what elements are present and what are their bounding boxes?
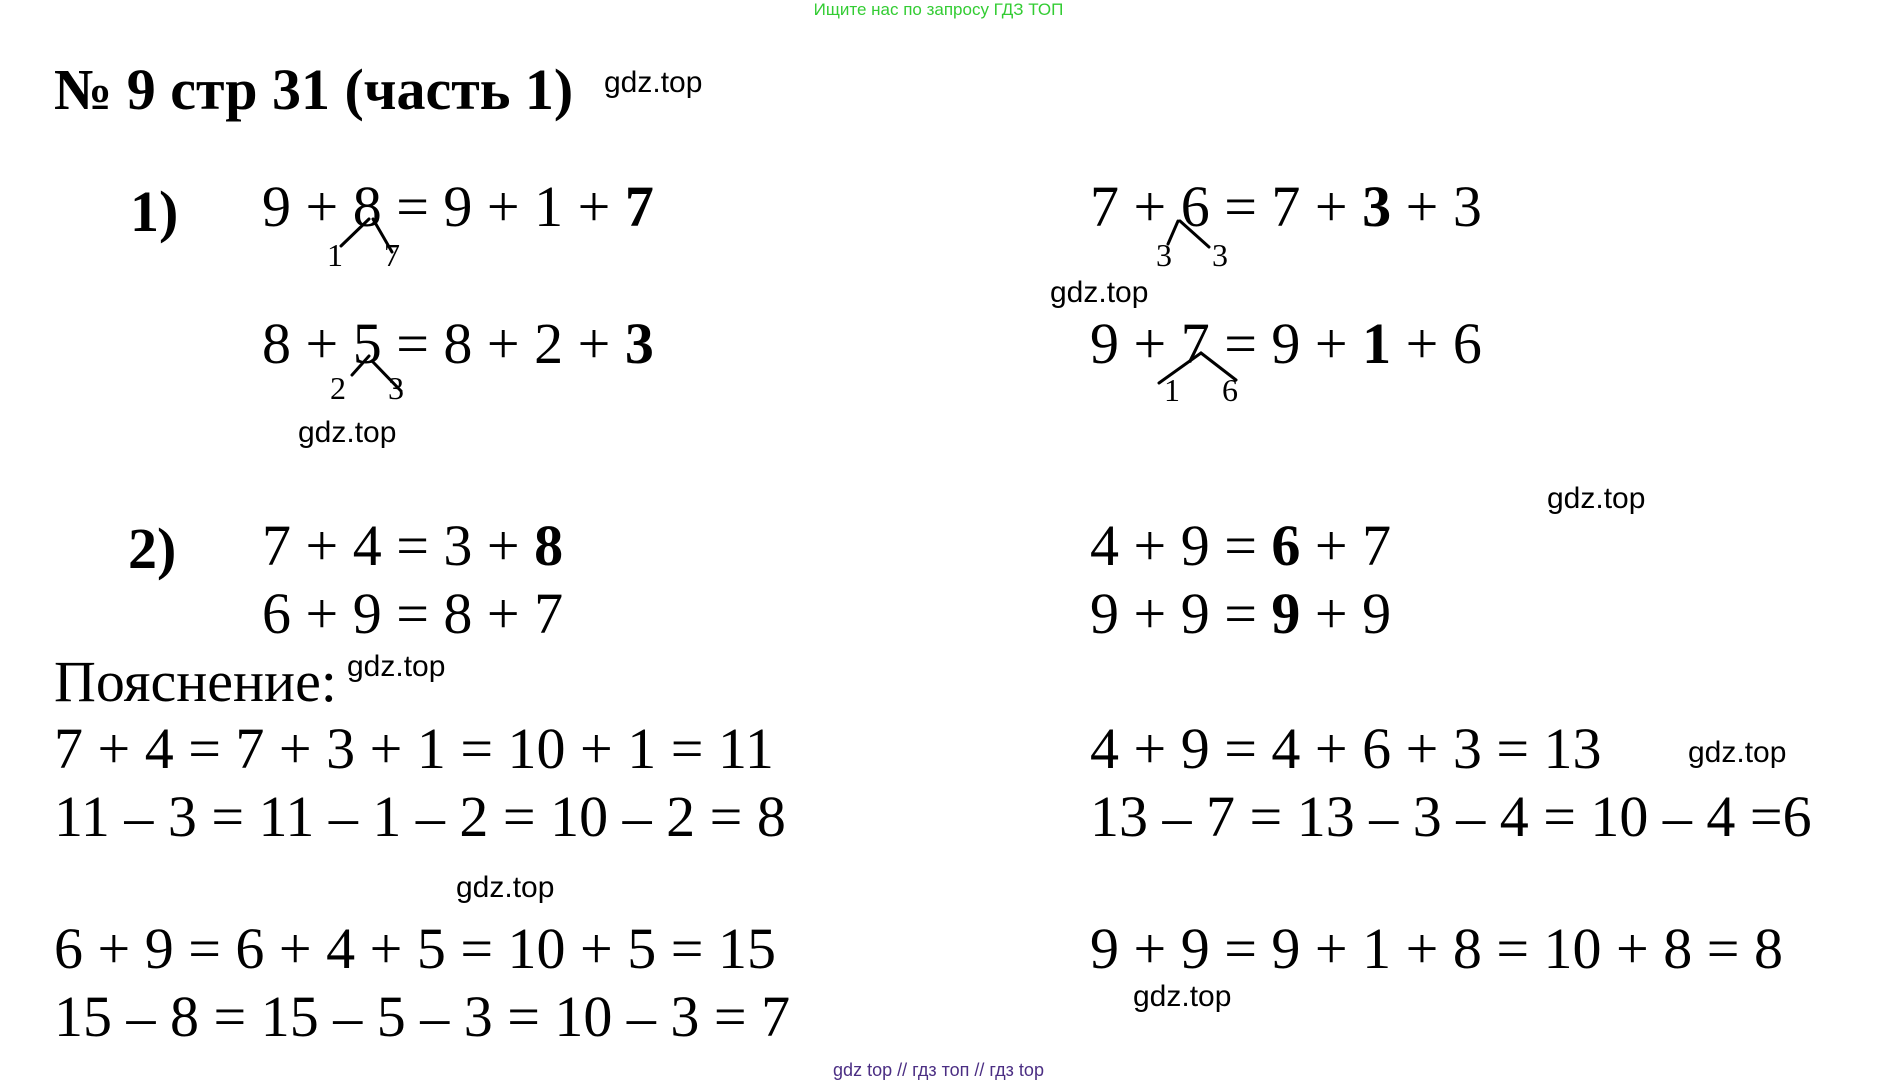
explanation-label: Пояснение: [54,649,337,714]
task1-equation-c: 7 + 6 = 7 + 3 + 3 [1090,174,1482,239]
top-banner[interactable]: Ищите нас по запросу ГДЗ ТОП [813,0,1064,19]
explanation-line: 13 – 7 = 13 – 3 – 4 = 10 – 4 =6 [1090,784,1812,849]
split-line [1180,221,1209,247]
task2-equation-a: 7 + 4 = 3 + 8 [262,513,564,578]
task2-label: 2) [128,516,177,581]
split-digit: 2 [330,370,346,406]
split-digit: 1 [327,237,343,273]
explanation-line: 15 – 8 = 15 – 5 – 3 = 10 – 3 = 7 [54,984,791,1049]
task2-equation-d: 9 + 9 = 9 + 9 [1090,581,1392,646]
watermark: gdz.top [1050,276,1149,309]
footer-links[interactable]: gdz top // гдз топ // гдз top [833,1060,1044,1080]
task1-equation-b: 8 + 5 = 8 + 2 + 3 [262,311,654,376]
task2-equation-c: 4 + 9 = 6 + 7 [1090,513,1392,578]
split-line [1201,353,1236,380]
explanation-line: 9 + 9 = 9 + 1 + 8 = 10 + 8 = 8 [1090,916,1783,981]
split-digit: 1 [1164,372,1180,408]
explanation-line: 4 + 9 = 4 + 6 + 3 = 13 [1090,716,1602,781]
split-digit: 3 [1212,237,1228,273]
explanation-line: 6 + 9 = 6 + 4 + 5 = 10 + 5 = 15 [54,916,776,981]
split-digit: 3 [388,370,404,406]
watermark: gdz.top [1133,980,1232,1013]
split-line [372,361,401,391]
watermark: gdz.top [298,416,397,449]
page-title: № 9 стр 31 (часть 1) [54,57,574,122]
watermark: gdz.top [1688,736,1787,769]
watermark: gdz.top [347,650,446,683]
split-digit: 6 [1222,372,1238,408]
task1-equation-d: 9 + 7 = 9 + 1 + 6 [1090,311,1482,376]
watermark: gdz.top [1547,482,1646,515]
explanation-line: 11 – 3 = 11 – 1 – 2 = 10 – 2 = 8 [54,784,786,849]
watermark: gdz.top [456,871,555,904]
task2-equation-b: 6 + 9 = 8 + 7 [262,581,564,646]
split-line [352,356,369,375]
explanation-line: 7 + 4 = 7 + 3 + 1 = 10 + 1 = 11 [54,716,774,781]
split-line [1159,353,1201,383]
task1-equation-a: 9 + 8 = 9 + 1 + 7 [262,174,654,239]
split-digit: 3 [1156,237,1172,273]
split-line [373,219,392,252]
split-line [341,219,369,246]
split-digit: 7 [384,237,400,273]
task1-label: 1) [130,179,179,244]
watermark: gdz.top [604,66,703,99]
split-line [1168,221,1178,244]
